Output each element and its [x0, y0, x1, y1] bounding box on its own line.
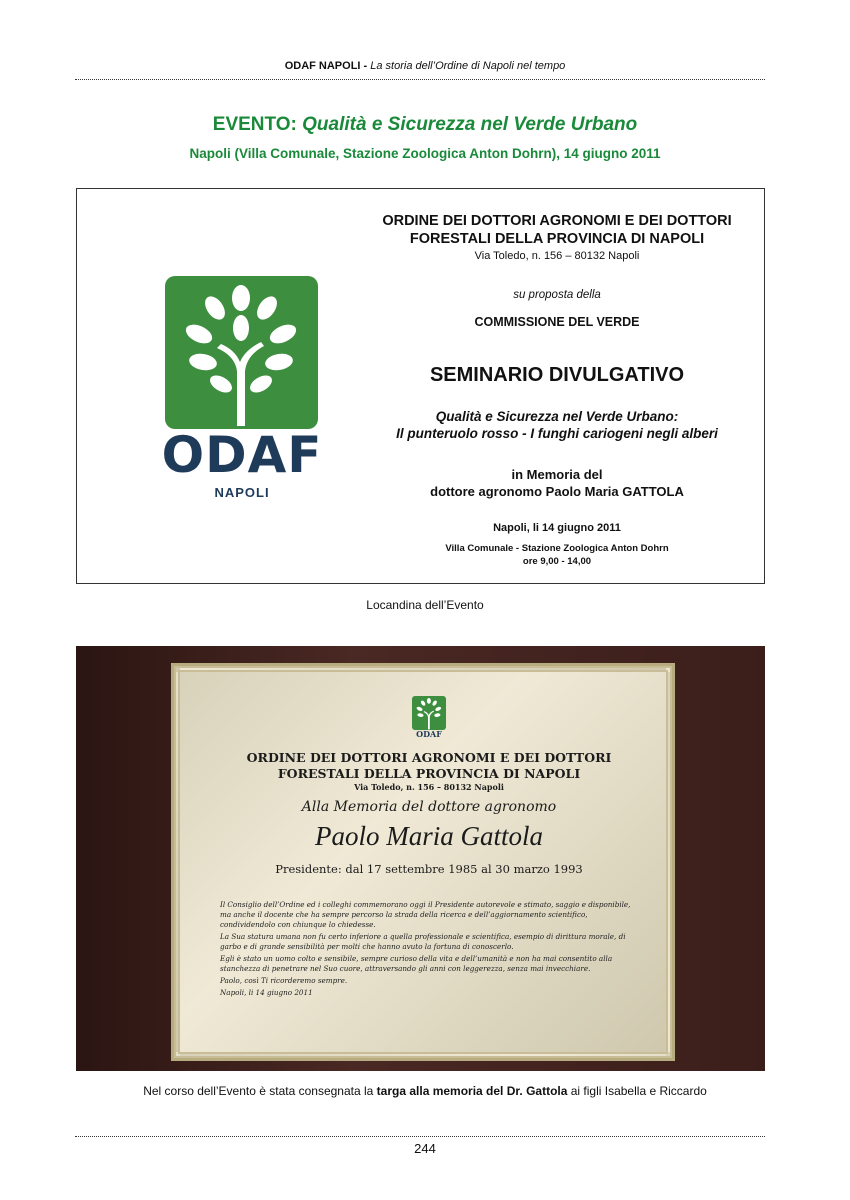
poster-proposal: su proposta della: [513, 289, 601, 301]
plaque-caption: [0, 1084, 850, 1098]
plaque-org-line1: ORDINE DEI DOTTORI AGRONOMI E DEI DOTTORI: [246, 750, 612, 765]
poster-org-line2: FORESTALI DELLA PROVINCIA DI NAPOLI: [409, 231, 705, 247]
event-subtitle: Napoli (Villa Comunale, Stazione Zoologica Anton Dohrn), 14 giugno 2011: [189, 146, 661, 161]
odaf-logo: [165, 276, 318, 429]
poster-venue-line: Villa Comunale - Stazione Zoologica Anton Dohrn: [445, 543, 669, 554]
plaque-memory: Alla Memoria del dottore agronomo: [301, 799, 557, 815]
header-org: ODAF NAPOLI -: [284, 60, 368, 72]
plaque-para-1: Il Consiglio dell’Ordine ed i colleghi commemorano oggi il Presidente autorevole e stimato, saggio e disponibile, ma anche il docente che ha sempre percorso la strada della ricerca e dell’aggiornamento scientifico, condividendolo con chiunque lo chiedesse.: [220, 900, 631, 929]
memorial-plaque: [174, 666, 672, 1058]
poster-memory-line1: in Memoria del: [511, 467, 603, 482]
poster-topic-line2: Il punteruolo rosso - I funghi cariogeni negli alberi: [396, 426, 718, 441]
poster-topic-line1: Qualità e Sicurezza nel Verde Urbano:: [435, 409, 679, 424]
poster-caption: Locandina dell’Evento: [366, 598, 484, 612]
plaque-para-3: Egli è stato un uomo colto e sensibile, sempre curioso della vita e dell’umanità e non ha mai consentito alla stanchezza di penetrare nel Suo cuore, attraversando gli anni con leggerezza, senza mai invecchiare.: [220, 954, 613, 973]
page-number: 244: [414, 1141, 436, 1156]
plaque-address: Via Toledo, n. 156 – 80132 Napoli: [354, 782, 504, 792]
logo-wordmark: ODAF: [161, 426, 323, 484]
plaque-president: Presidente: dal 17 settembre 1985 al 30 marzo 1993: [275, 862, 583, 876]
event-poster: [76, 188, 765, 584]
caption-before: Nel corso dell’Evento è stata consegnata la: [143, 1084, 377, 1098]
header-subtitle: La storia dell’Ordine di Napoli nel tempo: [370, 60, 566, 72]
plaque-place-date: Napoli, li 14 giugno 2011: [220, 988, 313, 997]
poster-topic: [367, 408, 747, 442]
poster-hours: ore 9,00 - 14,00: [522, 556, 592, 567]
logo-city: NAPOLI: [214, 485, 270, 500]
plaque-org: [190, 750, 668, 782]
caption-bold: targa alla memoria del Dr. Gattola: [376, 1084, 568, 1098]
plaque-photo: [76, 646, 765, 1071]
poster-org-line1: ORDINE DEI DOTTORI AGRONOMI E DEI DOTTORI: [382, 213, 732, 229]
caption-after: ai figli Isabella e Riccardo: [567, 1084, 707, 1098]
plaque-logo: [412, 696, 446, 730]
plaque-org-line2: FORESTALI DELLA PROVINCIA DI NAPOLI: [277, 766, 581, 781]
poster-venue: [367, 542, 747, 568]
poster-memory-line2: dottore agronomo Paolo Maria GATTOLA: [430, 484, 684, 499]
tree-icon: [412, 696, 446, 730]
plaque-para-4: Paolo, così Ti ricorderemo sempre.: [220, 976, 348, 985]
poster-commission: COMMISSIONE DEL VERDE: [474, 315, 640, 329]
event-name: Qualità e Sicurezza nel Verde Urbano: [302, 114, 638, 135]
tree-icon: [165, 276, 318, 429]
event-title: [0, 114, 850, 136]
plaque-body: [220, 900, 638, 1000]
poster-address: Via Toledo, n. 156 – 80132 Napoli: [474, 250, 640, 262]
running-header: [0, 60, 850, 72]
header-rule: [75, 79, 765, 80]
plaque-logo-text: ODAF: [416, 729, 442, 739]
plaque-para-2: La Sua statura umana non fu certo inferiore a quella professionale e scientifica, esempio di dirittura morale, di garbo e di grande sensibilità per molti che hanno avuto la fortuna di conoscerlo.: [220, 932, 626, 951]
footer-rule: [75, 1136, 765, 1137]
poster-org: [367, 212, 747, 248]
plaque-name: Paolo Maria Gattola: [315, 821, 543, 851]
poster-seminar: SEMINARIO DIVULGATIVO: [429, 364, 685, 386]
poster-date: Napoli, li 14 giugno 2011: [493, 522, 621, 534]
poster-memory: [367, 466, 747, 500]
event-prefix: EVENTO:: [212, 114, 297, 135]
